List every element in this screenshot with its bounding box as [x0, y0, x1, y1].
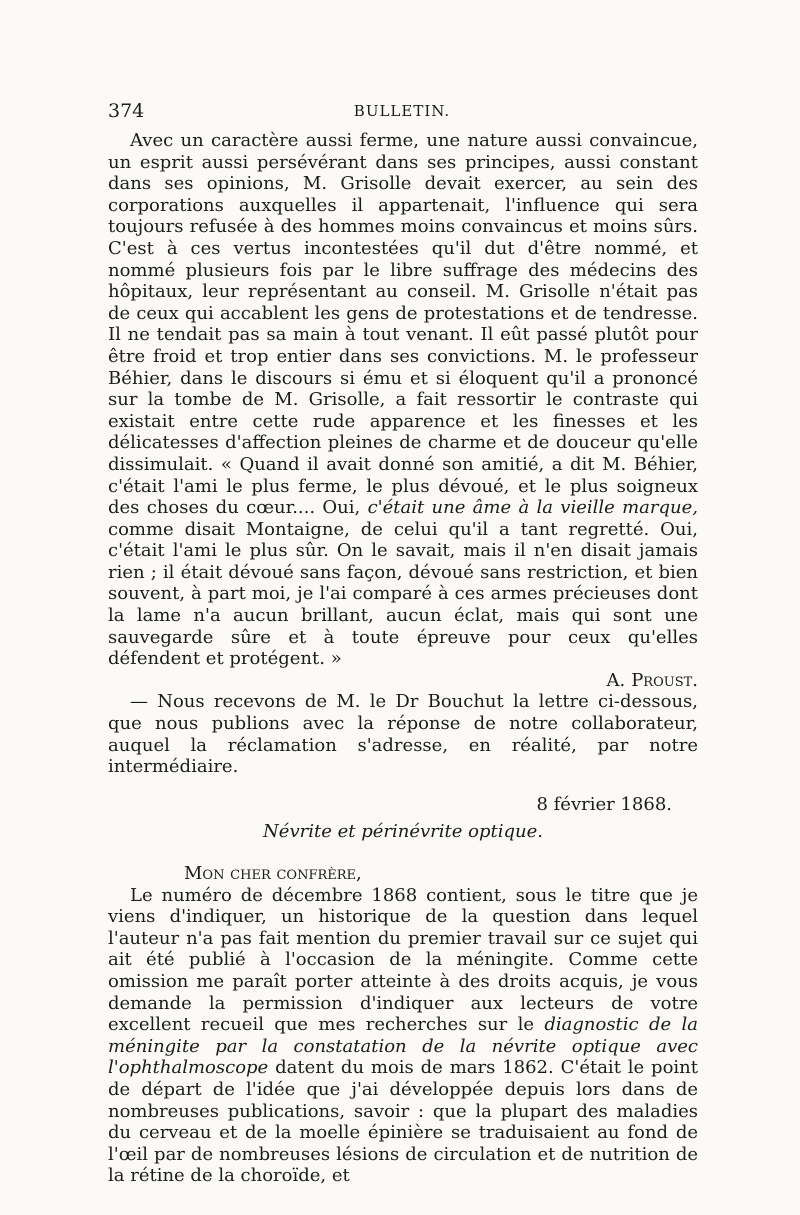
page-number: 374 — [108, 100, 145, 122]
main-text-continued: comme disait Montaigne, de celui qu'il a tant regretté. Oui, c'était l'ami le plus sûr. On le savait, mais il n'en disait jamais rien ; il était dévoué sans façon, dévoué sans restriction, et bien souvent, à part moi, je l'ai comparé à ces armes précieuses dont la lame n'a aucun brillant, aucun éclat, mais qui sont une sauvegarde sûre et à toute épreuve pour ceux qu'elles défendent et protégent. » — [108, 518, 698, 670]
letter-body-end: datent du mois de mars 1862. C'était le point de départ de l'idée que j'ai développée depuis lors dans de nombreuses publications, savoir : que la plupart des maladies du cerveau et de la moelle épinière se traduisaient au fond de l'œil par de nombreuses lésions de circulation et de nutrition de la rétine de la choroïde, et — [108, 1057, 698, 1187]
letter-salutation: Mon cher confrère, — [184, 863, 362, 884]
main-text: Avec un caractère aussi ferme, une nature aussi convaincue, un esprit aussi persévérant dans ses principes, aussi constant dans ses opinions, M. Grisolle devait exercer, au sein des corporations auxquelles il appartenait, l'influence qui sera toujours refusée à des hommes moins convaincus et moins sûrs. C'est à ces vertus incontestées qu'il dut d'être nommé, et nommé plusieurs fois par le libre suffrage des médecins des hôpitaux, leur représentant au conseil. M. Grisolle n'était pas de ceux qui accablent les gens de protestations et de tendresse. Il ne tendait pas sa main à tout venant. Il eût passé plutôt pour être froid et trop entier dans ses convictions. M. le professeur Béhier, dans le discours si ému et si éloquent qu'il a prononcé sur la tombe de M. Grisolle, a fait ressortir le contraste qui existait entre cette rude apparence et les finesses et les délicatesses d'affection pleines de charme et de douceur qu'elle dissimulait. « Quand il avait donné son amitié, a dit M. Béhier, c'était l'ami le plus ferme, le plus dévoué, et le plus soigneux des choses du cœur.... Oui, — [108, 130, 698, 519]
letter-date: 8 février 1868. — [536, 793, 672, 815]
signature-initial: A. — [606, 669, 626, 691]
letter-body — [108, 885, 698, 1187]
signature-name: Proust. — [631, 669, 698, 691]
letter-subtitle: Névrite et périnévrite optique. — [263, 821, 543, 843]
running-head: BULLETIN. — [353, 102, 451, 120]
page-body — [108, 130, 698, 1187]
main-paragraph — [108, 130, 698, 670]
letter-body-italic: diagnostic de la méningite par la constatation de la névrite optique avec l'ophthalmoscope — [108, 1014, 698, 1079]
signature — [108, 670, 698, 692]
page-header — [108, 100, 696, 122]
quote-italic: c'était une âme à la vieille marque, — [367, 497, 699, 519]
editorial-note: — Nous recevons de M. le Dr Bouchut la lettre ci-dessous, que nous publions avec la réponse de notre collaborateur, auquel la réclamation s'adresse, en réalité, par notre intermédiaire. — [108, 691, 698, 778]
letter-body-start: Le numéro de décembre 1868 contient, sous le titre que je viens d'indiquer, un historique de la question dans lequel l'auteur n'a pas fait mention du premier travail sur ce sujet qui ait été publié à l'occasion de la méningite. Comme cette omission me paraît porter atteinte à des droits acquis, je vous demande la permission d'indiquer aux lecteurs de votre excellent recueil que mes recherches sur le — [108, 884, 698, 1036]
